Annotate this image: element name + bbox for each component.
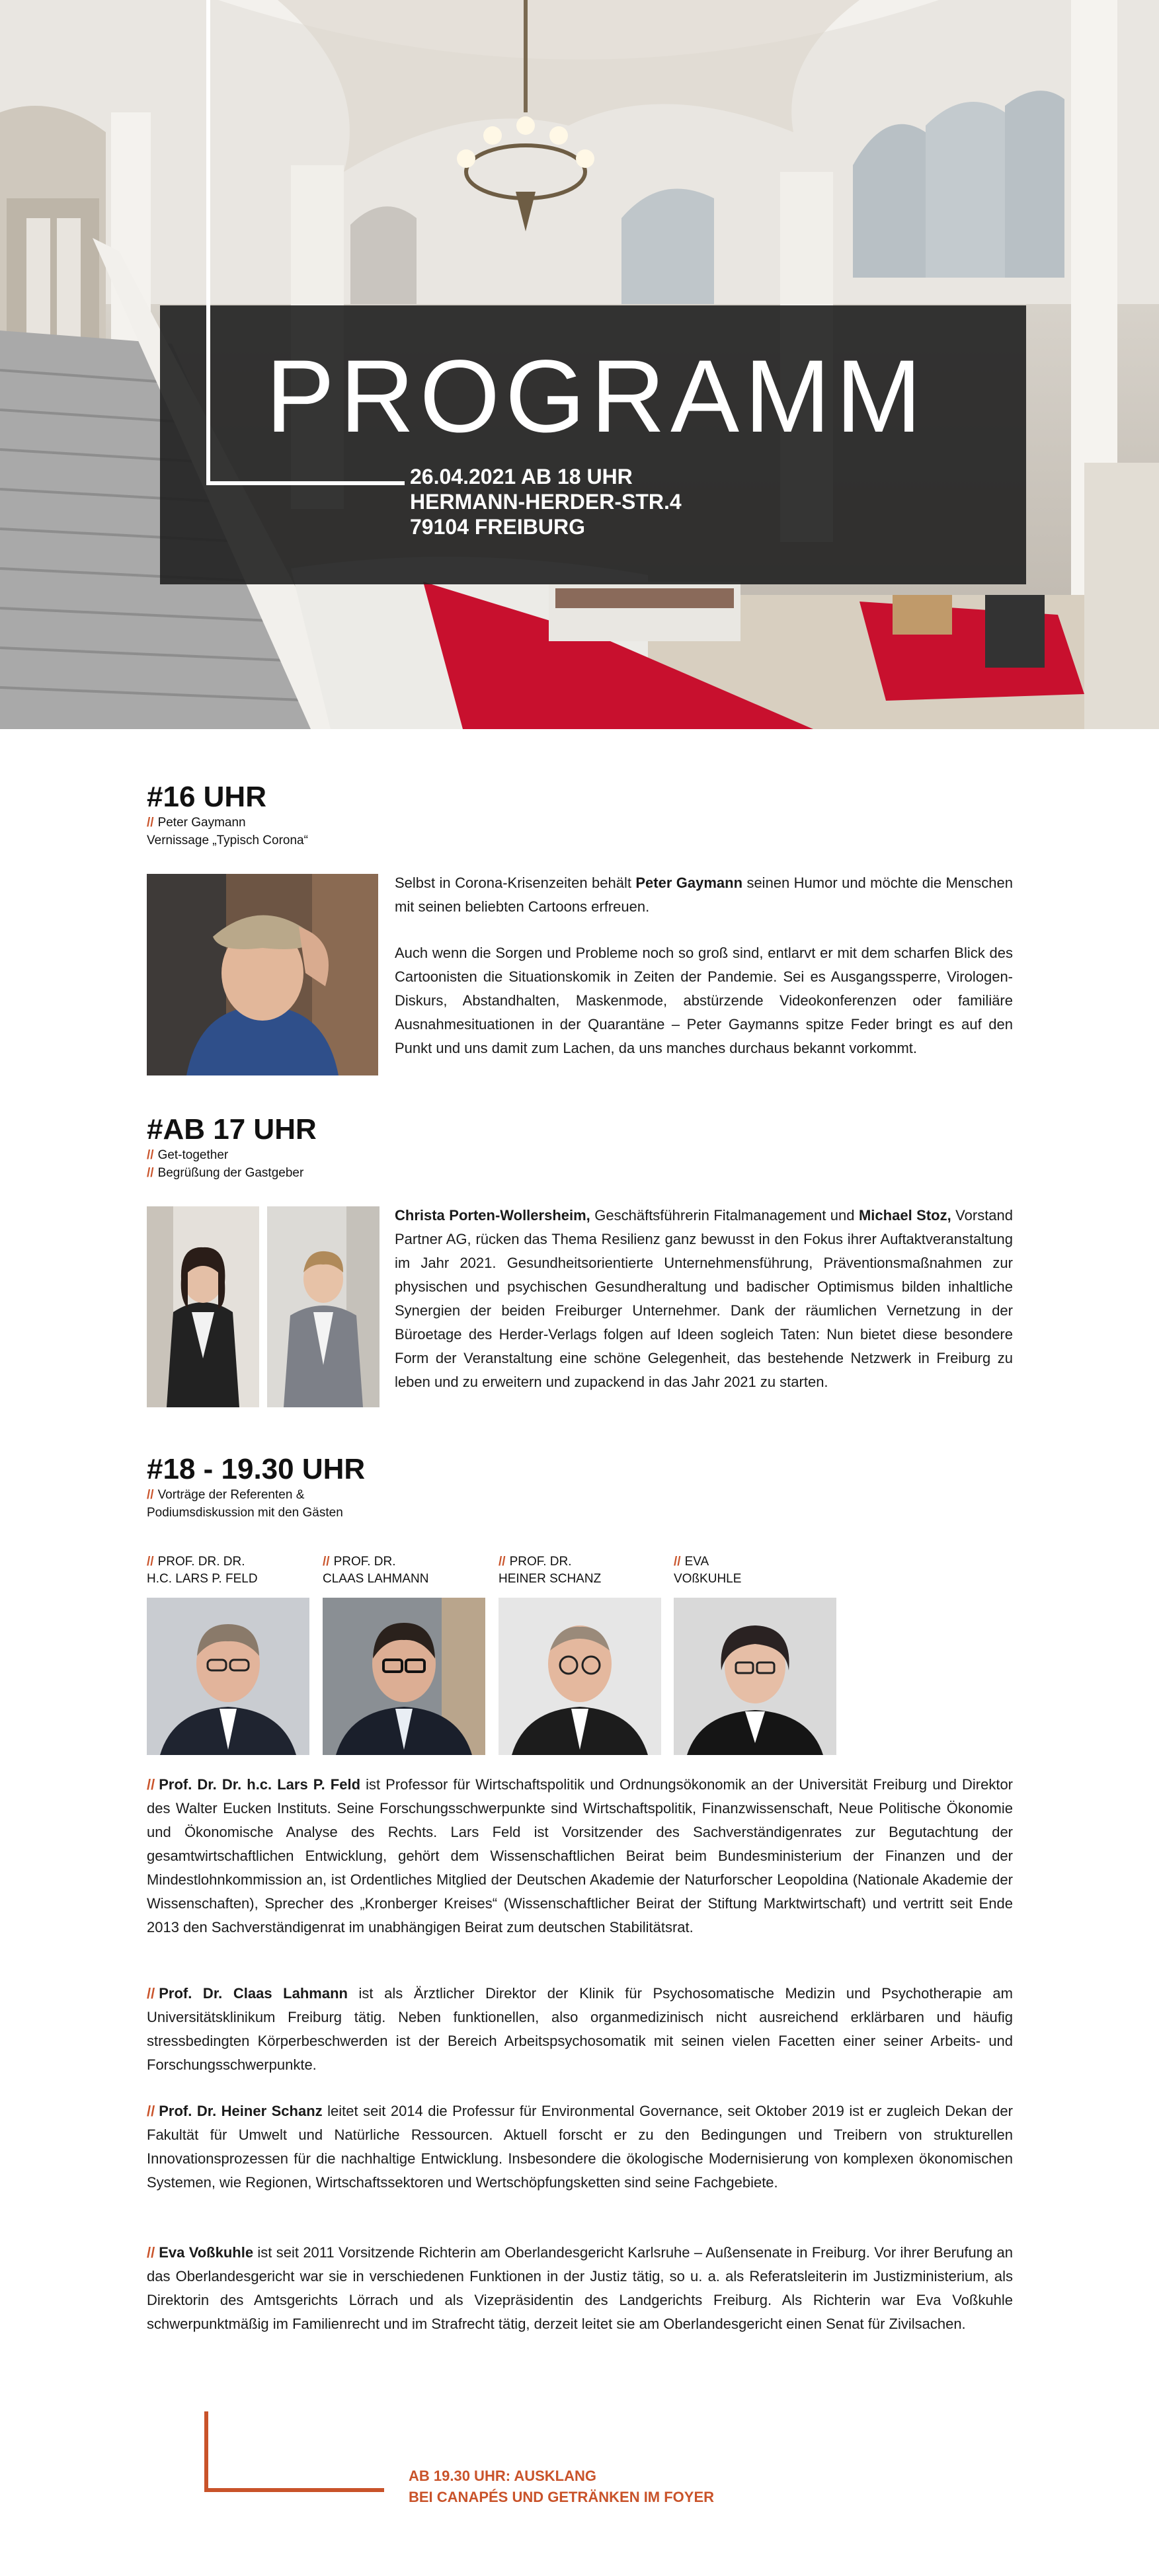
speaker-label-lahmann: // PROF. DR. CLAAS LAHMANN [323, 1555, 429, 1586]
section-18-sub2: Podiumsdiskussion mit den Gästen [147, 1506, 343, 1520]
photo-lars-feld [147, 1598, 309, 1755]
footer-line-2: BEI CANAPÉS UND GETRÄNKEN IM FOYER [409, 2489, 715, 2505]
event-street: HERMANN-HERDER-STR.4 [410, 490, 682, 514]
section-16-title: #16 UHR [147, 781, 266, 813]
section-17-sub2: // Begrüßung der Gastgeber [147, 1166, 304, 1180]
hero-title-panel [160, 305, 1026, 584]
event-info [410, 464, 682, 539]
footer-frame-vertical-line [204, 2411, 208, 2492]
section-17-sub1: // Get-together [147, 1148, 229, 1162]
footer-closing-note [409, 2466, 714, 2508]
photo-christa-porten-wollersheim [147, 1206, 259, 1407]
bio-eva-vosskuhle: // Eva Voßkuhle ist seit 2011 Vorsitzende Richterin am Oberlandesgericht Karlsruhe – Außensenate in Freiburg. Vor ihrer Berufung an das Oberlandesgericht war sie in verschiedenen Funktionen in der Justiz tätig, so u. a. als Referatsleiterin im Justizministerium, als Direktorin des Amtsgerichts Lörrach und als Vizepräsidentin des Landgerichts Freiburg. Als Richterin war Eva Voßkuhle schwerpunktmäßig im Familienrecht und im Strafrecht tätig, derzeit leitet sie am Oberlandesgericht einen Senat für Zivilsachen. [147, 2244, 1013, 2332]
bio-lars-feld: // Prof. Dr. Dr. h.c. Lars P. Feld ist Professor für Wirtschaftspolitik und Ordnungsökonomik an der Universität Freiburg und Direktor des Walter Eucken Instituts. Seine Forschungsschwerpunkte sind Wirtschaftspolitik, Finanzwissenschaft, Neue Politische Ökonomie und Ökonomische Analyse des Rechts. Lars Feld ist Vorsitzender des Sachverständigenrates zur Begutachtung der gesamtwirtschaftlichen Entwicklung, gehört dem Wissenschaftlichen Beirat beim Bundesministerium der Finanzen und der Mindestlohnkommission an, ist Ordentliches Mitglied der Deutschen Akademie der Naturforscher Leopoldina (Nationale Akademie der Wissenschaften), Sprecher des „Kronberger Kreises“ (Wissenschaftlicher Beirat der Stiftung Marktwirtschaft) und vertritt seit Ende 2013 den Sachverständigenrat im unabhängigen Beirat zum deutschen Stabilitätsrat. [147, 1776, 1014, 1935]
bio-heiner-schanz: // Prof. Dr. Heiner Schanz leitet seit 2014 die Professur für Environmental Governance, seit Oktober 2019 ist er zugleich Dekan der Fakultät für Umwelt und Natürliche Ressourcen. Aktuell forscht er zu den Bedingungen und Treibern von strukturellen Innovationsprozessen für die nachhaltige Entwicklung. Insbesondere die ökologische Modernisierung von komplexen ökonomischen Systemen, wie Regionen, Wirtschaftssektoren und Wertschöpfungsketten sind seine Fachgebiete. [147, 2103, 1013, 2191]
event-date: 26.04.2021 AB 18 UHR [410, 465, 633, 488]
footer-frame-horizontal-line [204, 2488, 384, 2492]
photo-claas-lahmann [323, 1598, 485, 1755]
speaker-label-feld: // PROF. DR. DR. H.C. LARS P. FELD [147, 1555, 258, 1586]
section-16-paragraph-1: Selbst in Corona-Krisenzeiten behält Peter Gaymann seinen Humor und möchte die Menschen mit seinen beliebten Cartoons erfreuen. [395, 875, 1013, 915]
photo-heiner-schanz [499, 1598, 661, 1755]
bio-claas-lahmann: // Prof. Dr. Claas Lahmann ist als Ärztlicher Direktor der Klinik für Psychosomatische Medizin und Psychotherapie am Universitätsklinikum Freiburg tätig. Neben funktionellen, also organmedizinisch nicht ausreichend erklärbaren und häufig stressbedingten Körperbeschwerden ist der Bereich Arbeitspsychosomatik mit seinen vielen Facetten einer seiner Arbeits- und Forschungsschwerpunkte. [147, 1985, 1013, 2073]
section-17-title: #AB 17 UHR [147, 1113, 317, 1146]
event-city: 79104 FREIBURG [410, 515, 585, 539]
page-title: PROGRAMM [266, 339, 927, 454]
section-16-sub2: Vernissage „Typisch Corona“ [147, 834, 308, 847]
speaker-label-vosskuhle: // EVA VOßKUHLE [674, 1555, 742, 1586]
section-16-paragraph-2: Auch wenn die Sorgen und Probleme noch so groß sind, entlarvt er mit dem scharfen Blick des Cartoonisten die Situationskomik in Zeiten der Pandemie. Sei es Ausgangssperre, Virologen-Diskurs, Abstandhalten, Maskenmode, abstürzende Videokonferenzen oder familiäre Ausnahmesituationen in der Quarantäne – Peter Gaymanns spitze Feder bringt es auf den Punkt und uns damit zum Lachen, da uns manches durchaus bekannt vorkommt. [395, 945, 1013, 1056]
section-18-title: #18 - 19.30 UHR [147, 1453, 366, 1485]
photo-eva-vosskuhle [674, 1598, 836, 1755]
section-16-sub1: // Peter Gaymann [147, 816, 246, 830]
section-18-sub1: // Vorträge der Referenten & [147, 1488, 305, 1502]
hero-frame-horizontal-line [206, 481, 405, 485]
section-17-paragraph: Christa Porten-Wollersheim, Geschäftsführerin Fitalmanagement und Michael Stoz, Vorstand Partner AG, rücken das Thema Resilienz ganz bewusst in den Fokus ihrer Auftaktveranstaltung im Jahr 2021. Gesundheitsorientierte Unternehmensführung, Präventionsmaßnahmen zur physischen und psychischen Gesundheraltung und badischer Optimismus bilden inhaltliche Synergien der beiden Freiburger Unternehmer. Dank der räumlichen Vernetzung in der Büroetage des Herder-Verlags folgen auf Ideen sogleich Taten: Nun bietet diese besondere Form der Veranstaltung eine schöne Gelegenheit, das bestehende Netzwerk in Freiburg zu leben und zu erweitern und zupackend in das Jahr 2021 zu starten. [395, 1207, 1014, 1390]
photo-michael-stoz [267, 1206, 380, 1407]
speaker-label-schanz: // PROF. DR. HEINER SCHANZ [499, 1555, 602, 1586]
footer-line-1: AB 19.30 UHR: AUSKLANG [409, 2468, 597, 2484]
hero-frame-vertical-line [206, 0, 210, 485]
photo-peter-gaymann [147, 874, 378, 1075]
hero-banner [0, 0, 1159, 729]
